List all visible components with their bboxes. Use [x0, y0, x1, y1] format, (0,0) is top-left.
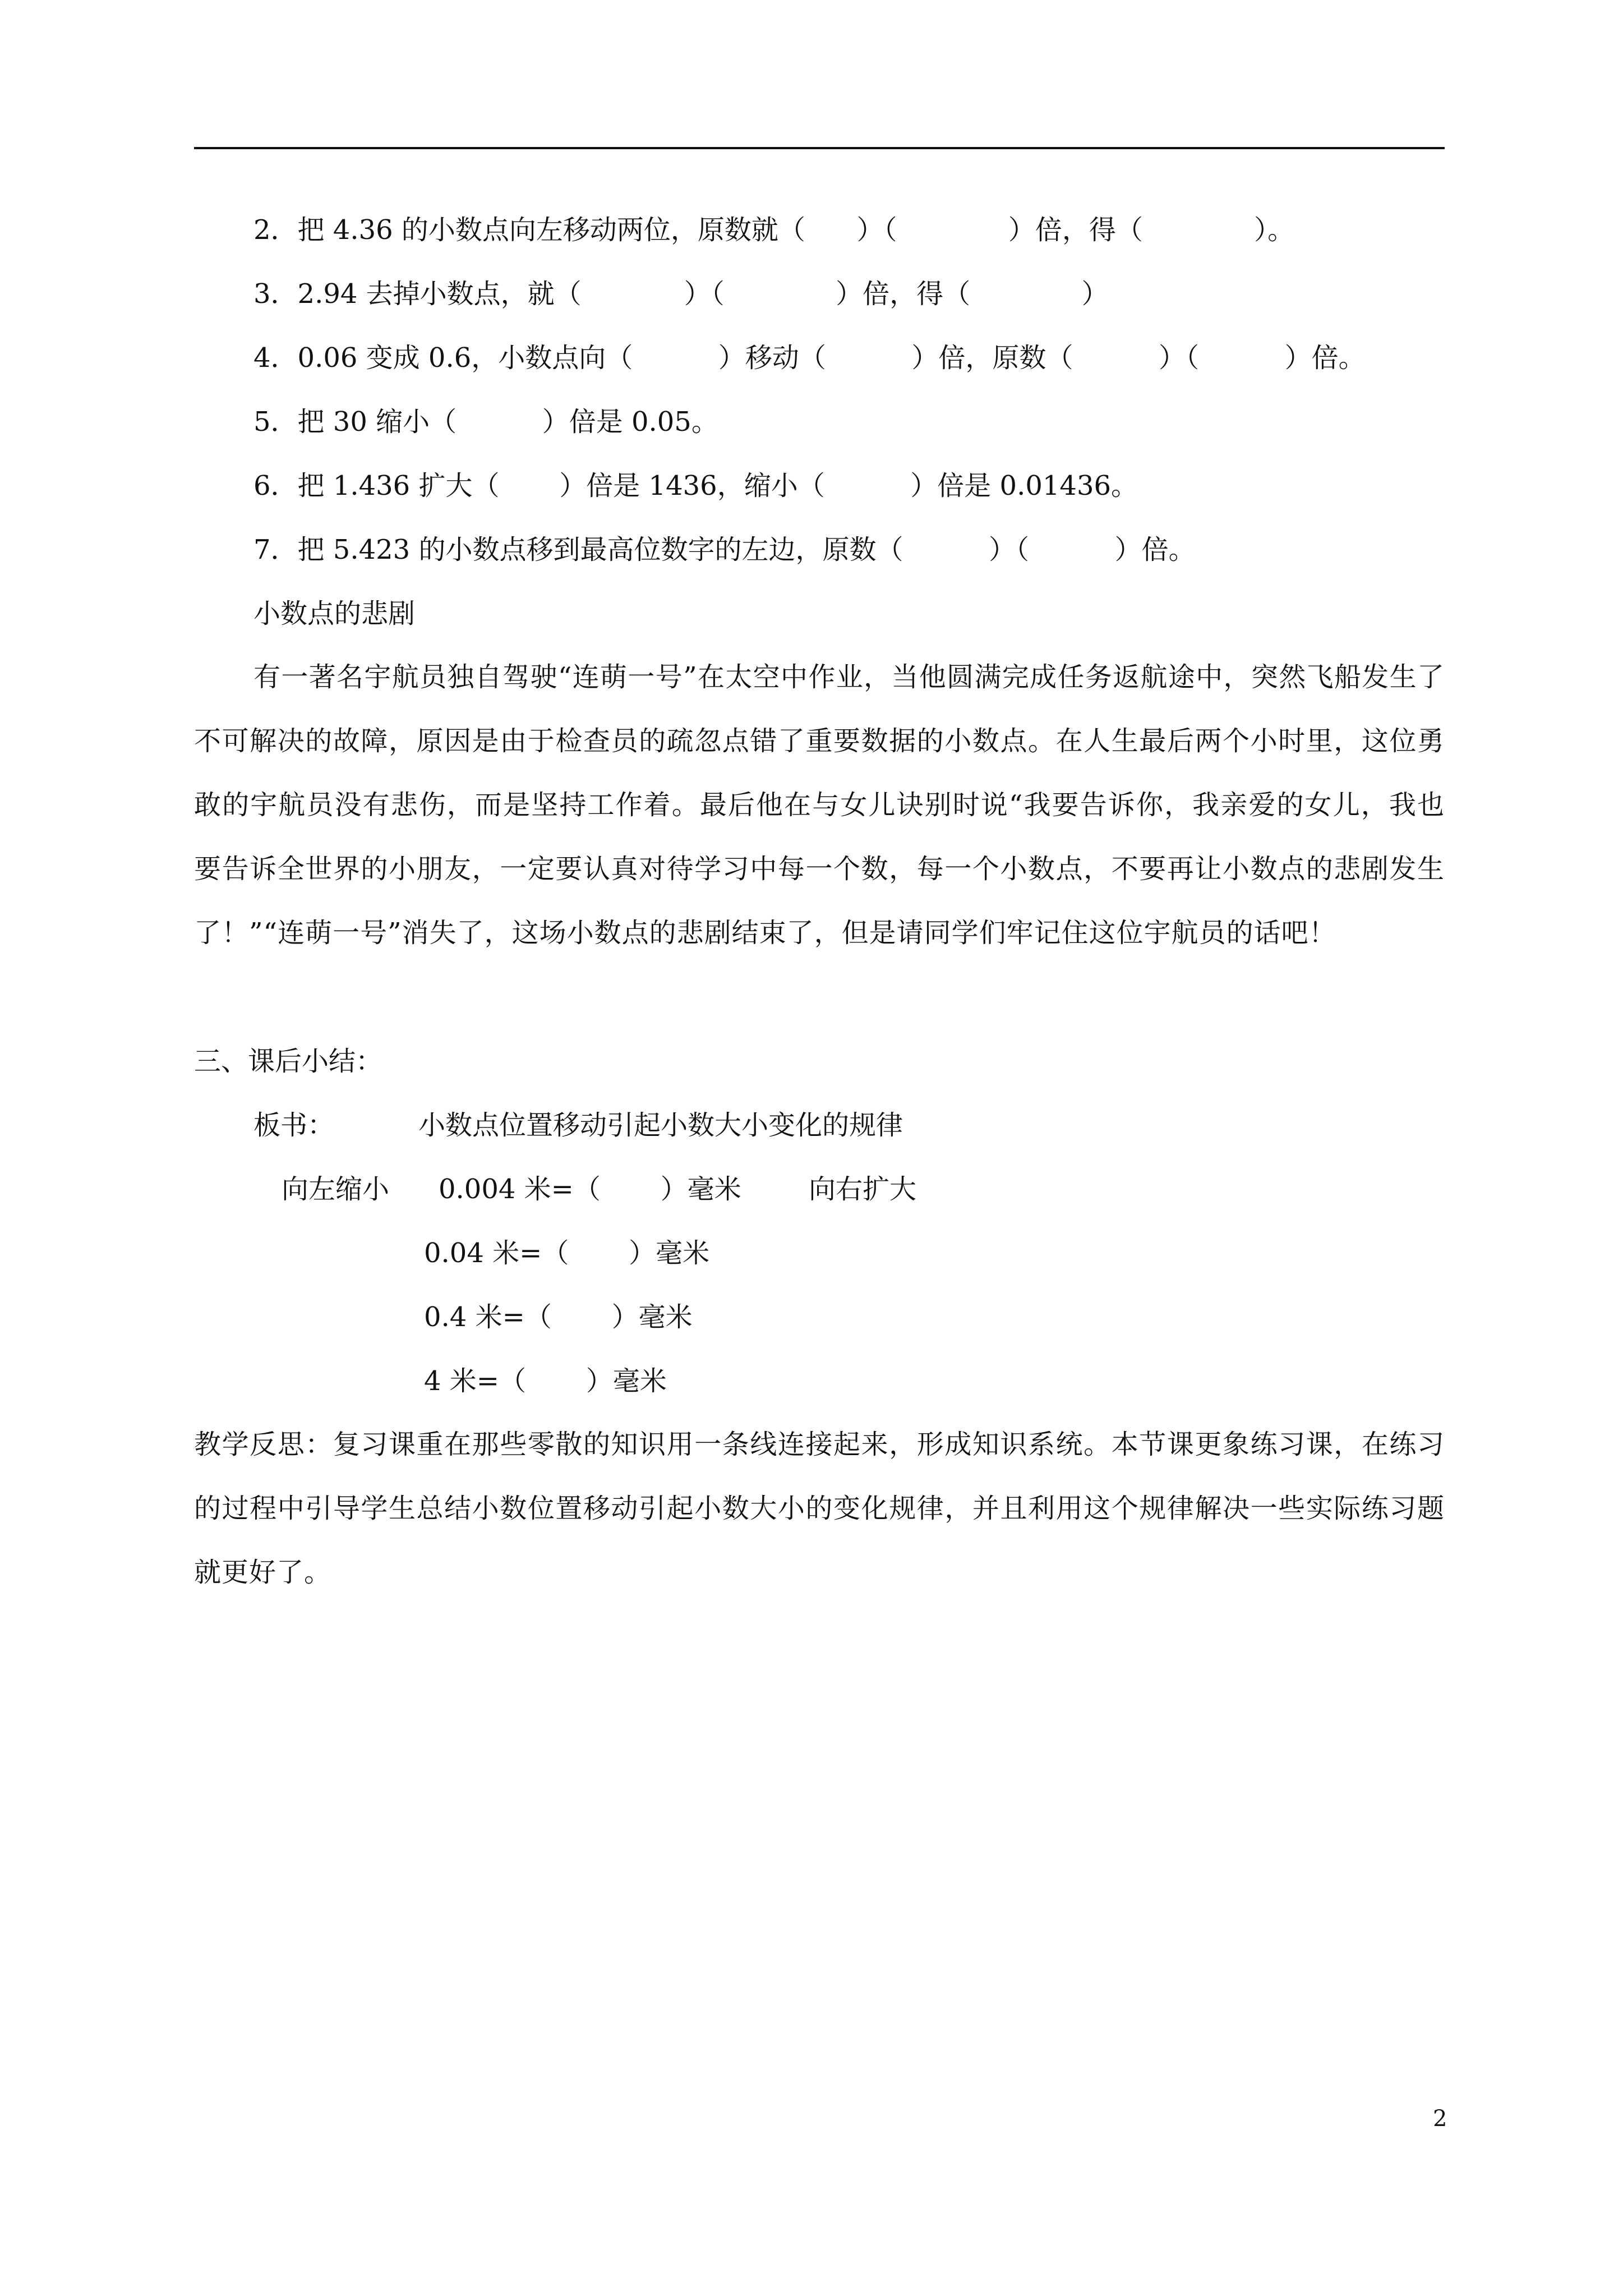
exercise-5: 5．把 30 缩小（ ）倍是 0.05。	[253, 406, 718, 438]
conversion-row: 0.04 米=（ ）毫米	[424, 1237, 710, 1269]
teaching-reflection: 教学反思：复习课重在那些零散的知识用一条线连接起来，形成知识系统。本节课更象练习课，在练习的过程中引导学生总结小数位置移动引起小数大小的变化规律，并且利用这个规律解决一些实际练习题就更好了。	[194, 1429, 1445, 1588]
summary-heading: 三、课后小结：	[194, 1046, 383, 1077]
exercise-6: 6．把 1.436 扩大（ ）倍是 1436，缩小（ ）倍是 0.01436。	[253, 470, 1138, 501]
story-body: 有一著名宇航员独自驾驶“连萌一号”在太空中作业，当他圆满完成任务返航途中，突然飞船发生了不可解决的故障，原因是由于检查员的疏忽点错了重要数据的小数点。在人生最后两个小时里，这位勇敢的宇航员没有悲伤，而是坚持工作着。最后他在与女儿诀别时说“我要告诉你，我亲爱的女儿，我也要告诉全世界的小朋友，一定要认真对待学习中每一个数，每一个小数点，不要再让小数点的悲剧发生了！”“连萌一号”消失了，这场小数点的悲剧结束了，但是请同学们牢记住这位宇航员的话吧！	[194, 661, 1445, 949]
right-note: 向右扩大	[809, 1174, 917, 1205]
story-title: 小数点的悲剧	[253, 598, 416, 629]
conversion-row: 0.4 米=（ ）毫米	[424, 1301, 693, 1333]
left-note: 向左缩小	[282, 1174, 390, 1205]
exercise-7: 7．把 5.423 的小数点移到最高位数字的左边，原数（ ）（ ）倍。	[253, 534, 1196, 565]
exercise-2: 2．把 4.36 的小数点向左移动两位，原数就（ ）（ ）倍，得（ ）。	[253, 214, 1295, 246]
header-rule	[194, 147, 1445, 149]
page-number: 2	[1433, 2106, 1447, 2132]
board-label: 板书：	[253, 1110, 335, 1141]
conversion-row: 4 米=（ ）毫米	[424, 1365, 667, 1397]
exercise-3: 3．2.94 去掉小数点，就（ ）（ ）倍，得（ ）	[253, 278, 1109, 310]
board-title: 小数点位置移动引起小数大小变化的规律	[418, 1110, 903, 1141]
exercise-4: 4．0.06 变成 0.6，小数点向（ ）移动（ ）倍，原数（ ）（ ）倍。	[253, 342, 1366, 374]
conversion-row: 0.004 米=（ ）毫米	[439, 1174, 741, 1205]
